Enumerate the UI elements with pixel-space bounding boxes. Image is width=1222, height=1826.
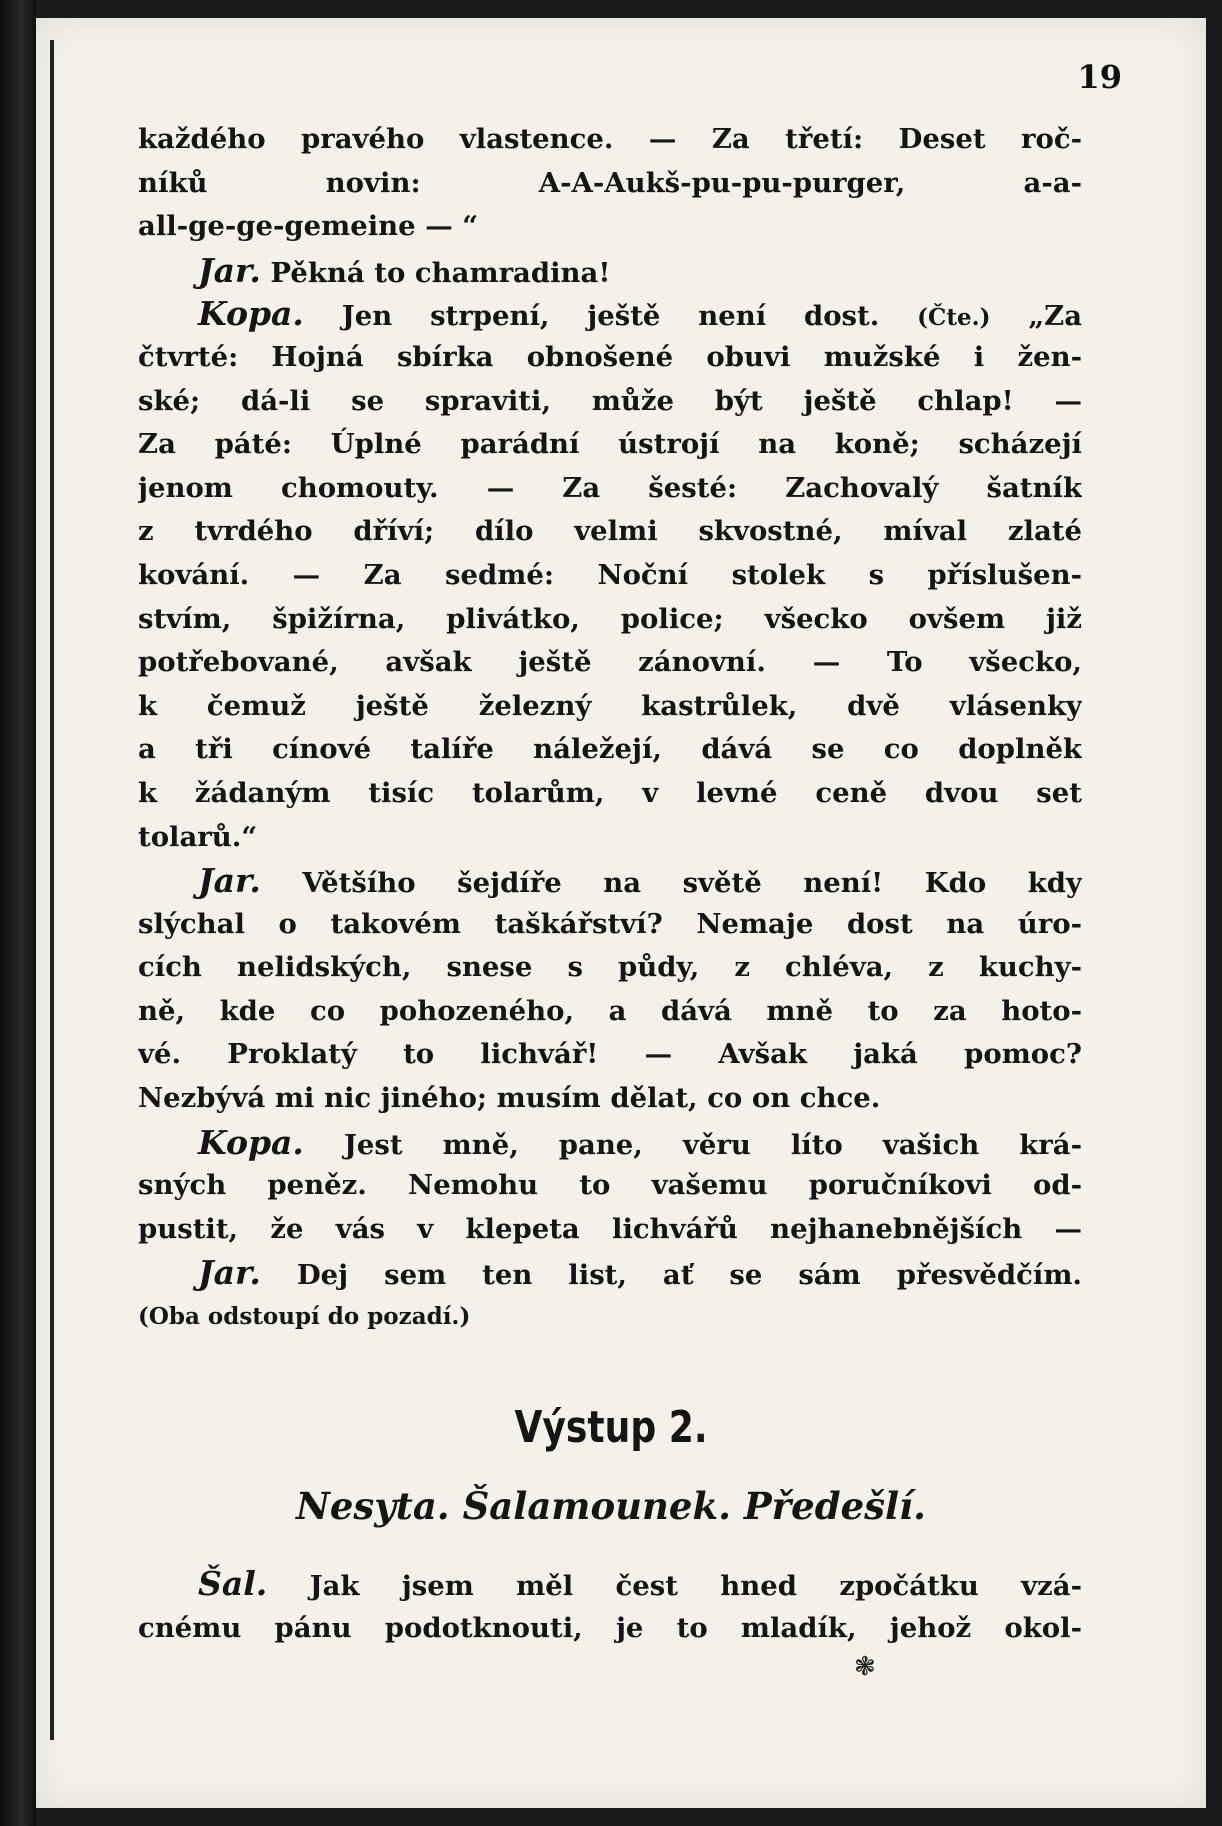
text-line: každého pravého vlastence. — Za třetí: Deset roč-: [138, 123, 1082, 155]
text-line: Nezbývá mi nic jiného; musím dělat, co on chce.: [138, 1082, 881, 1115]
speech-line-kopa: [138, 292, 1082, 336]
text-line: čtvrté: Hojná sbírka obnošené obuvi mužské i žen-: [138, 340, 1082, 373]
signature-ornament: ❃: [854, 1652, 876, 1682]
text-line: jenom chomouty. — Za šesté: Zachovalý šatník: [138, 471, 1082, 504]
scene-text: [138, 1562, 1082, 1649]
text-line: k žádaným tisíc tolarům, v levné ceně dvou set: [138, 776, 1082, 809]
page-number: 19: [1077, 58, 1122, 96]
speech-line-jar: [138, 249, 1082, 293]
speech-text: Jen strpení, ještě není dost.: [341, 300, 880, 333]
speaker-name: Jar.: [198, 861, 261, 901]
text-line: ské; dá-li se spraviti, může být ještě chlap! —: [138, 384, 1082, 417]
text-line: níků novin: A-A-Aukš-pu-pu-purger, a-a-: [138, 166, 1082, 199]
body-text: [138, 118, 1082, 1339]
text-line: kování. — Za sedmé: Noční stolek s příslušen-: [138, 558, 1082, 591]
book-binding: [0, 0, 36, 1826]
speaker-name: Šal.: [198, 1564, 268, 1603]
text-line: z tvrdého dříví; dílo velmi skvostné, míval zlaté: [138, 515, 1082, 548]
speech-text: Dej sem ten list, ať se sám přesvědčím.: [296, 1259, 1082, 1292]
text-line: a tři cínové talíře náležejí, dává se co doplněk: [138, 733, 1082, 766]
speech-text: Pěkná to chamradina!: [270, 256, 611, 289]
text-line: Za páté: Úplné parádní ústrojí na koně; scházejí: [138, 428, 1082, 461]
speaker-name: Kopa.: [198, 294, 304, 334]
text-line: stvím, špižírna, plivátko, police; všecko ovšem již: [138, 602, 1082, 635]
speaker-name: Jar.: [198, 250, 261, 290]
speaker-name: Jar.: [198, 1253, 261, 1293]
text-line: cích nelidských, snese s půdy, z chléva, z kuchy-: [138, 951, 1082, 984]
text-line: ně, kde co pohozeného, a dává mně to za hoto-: [138, 994, 1082, 1027]
speech-line-jar: [138, 859, 1082, 903]
speech-text: Jak jsem měl čest hned zpočátku vzá-: [309, 1570, 1082, 1602]
speech-text: „Za: [1028, 300, 1082, 333]
speech-line-jar: [138, 1251, 1082, 1295]
speaker-name: Kopa.: [198, 1122, 304, 1162]
stage-note: (Čte.): [917, 304, 991, 332]
speech-line-sal: [138, 1562, 1082, 1606]
text-line: pustit, že vás v klepeta lichvářů nejhanebnějších —: [138, 1212, 1082, 1245]
speech-text: Většího šejdíře na světě není! Kdo kdy: [302, 867, 1082, 900]
text-line: potřebované, avšak ještě zánovní. — To všecko,: [138, 646, 1082, 679]
text-line: sných peněz. Nemohu to vašemu poručníkovi od-: [138, 1169, 1082, 1202]
text-line: k čemuž ještě železný kastrůlek, dvě vlásenky: [138, 689, 1082, 722]
speech-text: Jest mně, pane, věru líto vašich krá-: [343, 1128, 1082, 1161]
text-line: tolarů.“: [138, 820, 258, 853]
scene-heading: Výstup 2.: [514, 1402, 708, 1453]
scene-characters: Nesyta. Šalamounek. Předešlí.: [296, 1484, 926, 1528]
text-line: all-ge-ge-gemeine — “: [138, 210, 479, 243]
stage-direction: (Oba odstoupí do pozadí.): [138, 1303, 471, 1331]
text-line: vé. Proklatý to lichvář! — Avšak jaká pomoc?: [138, 1038, 1082, 1071]
text-line: cnému pánu podotknouti, je to mladík, jehož okol-: [138, 1611, 1082, 1644]
text-line: slýchal o takovém taškářství? Nemaje dost na úro-: [138, 907, 1082, 940]
speech-line-kopa: [138, 1121, 1082, 1165]
